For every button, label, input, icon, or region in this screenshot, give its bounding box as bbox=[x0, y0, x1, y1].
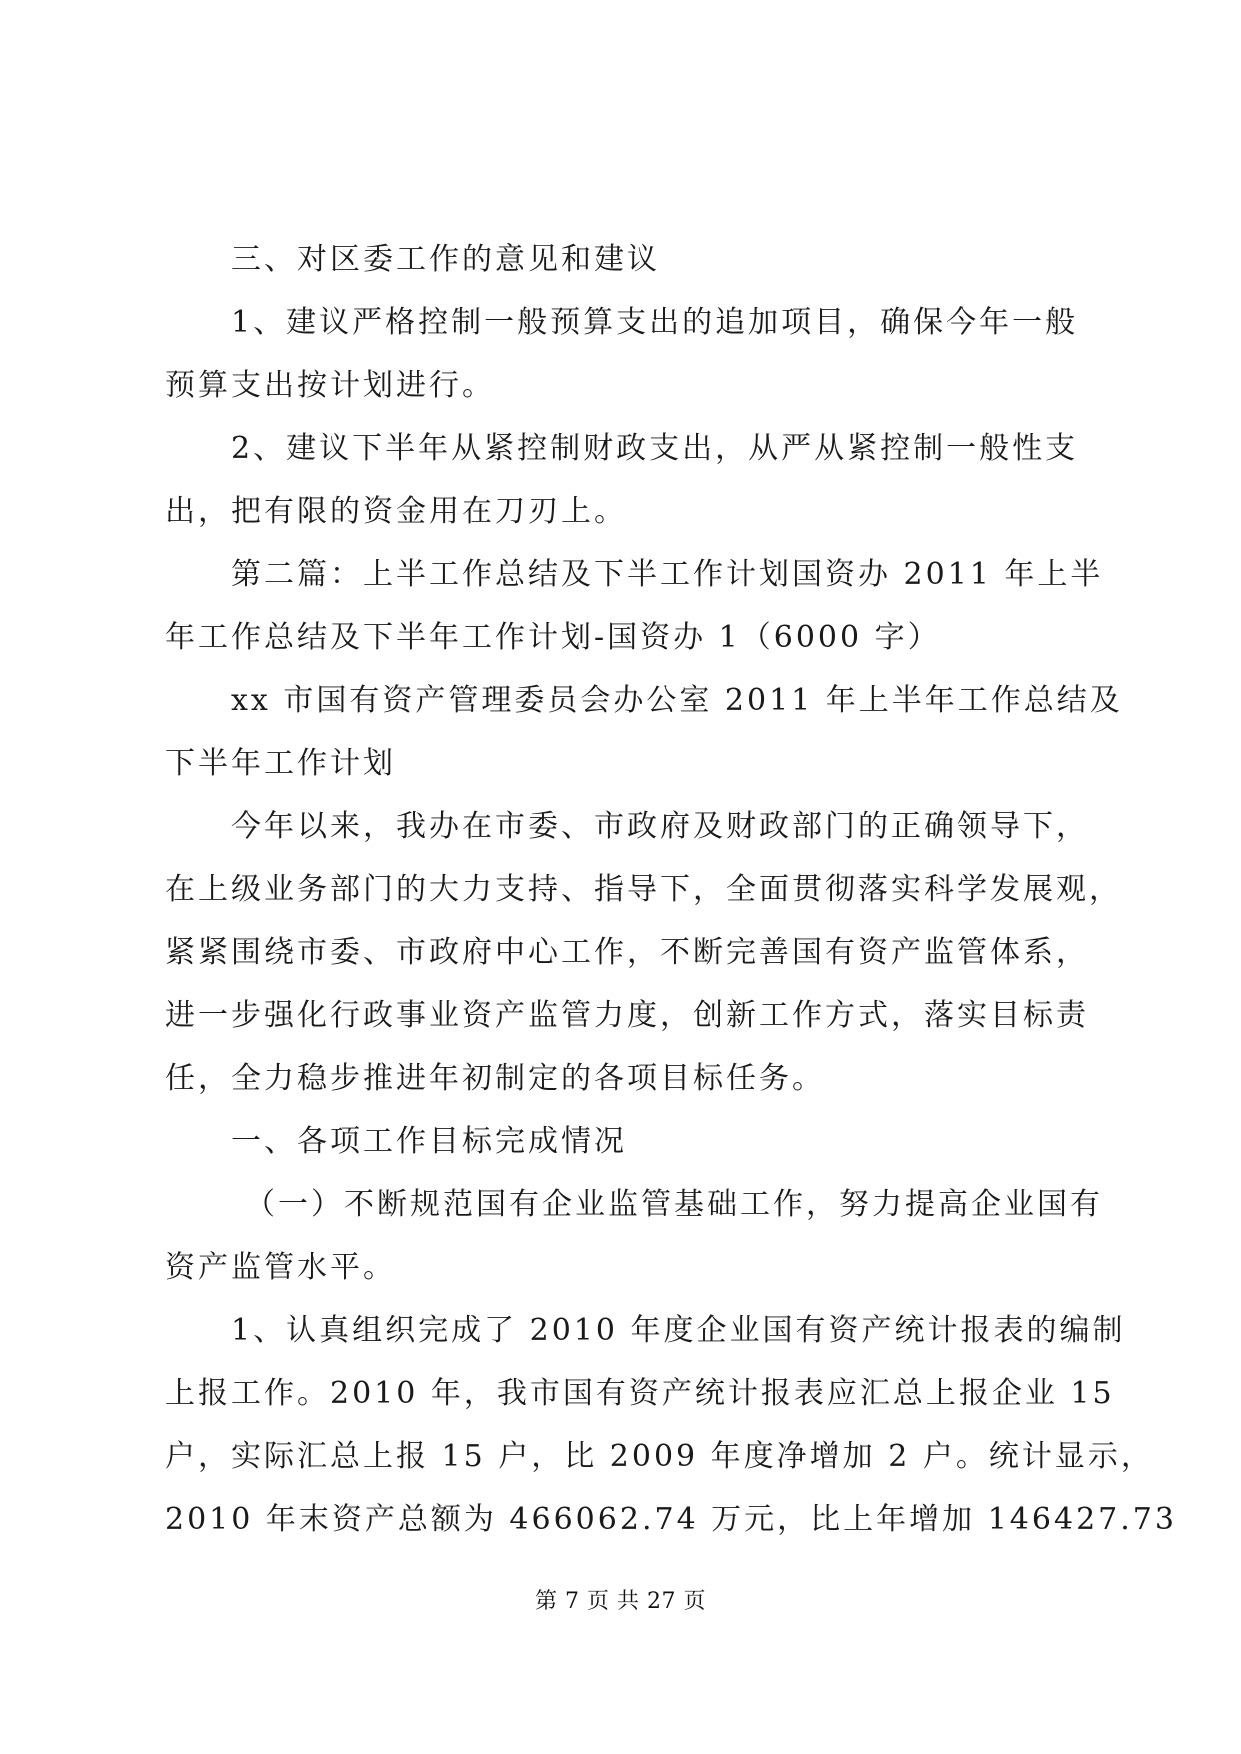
chapter-title-line: 第二篇：上半工作总结及下半工作计划国资办 2011 年上半 bbox=[231, 557, 1104, 592]
document-body bbox=[165, 228, 1177, 1551]
subsection-heading: 资产监管水平。 bbox=[165, 1250, 396, 1285]
paragraph-line: 上报工作。2010 年，我市国有资产统计报表应汇总上报企业 15 bbox=[165, 1376, 1115, 1411]
paragraph-line: 1、认真组织完成了 2010 年度企业国有资产统计报表的编制 bbox=[231, 1313, 1126, 1348]
paragraph-line: 出，把有限的资金用在刀刃上。 bbox=[165, 494, 627, 529]
page-number-footer: 第 7 页 共 27 页 bbox=[535, 1589, 706, 1614]
paragraph-line: 紧紧围绕市委、市政府中心工作，不断完善国有资产监管体系， bbox=[165, 935, 1089, 970]
paragraph-line: 1、建议严格控制一般预算支出的追加项目，确保今年一般 bbox=[231, 305, 1079, 340]
paragraph-line: 在上级业务部门的大力支持、指导下，全面贯彻落实科学发展观， bbox=[165, 872, 1122, 907]
paragraph-line: 户，实际汇总上报 15 户，比 2009 年度净增加 2 户。统计显示， bbox=[165, 1439, 1154, 1474]
paragraph-line: 任，全力稳步推进年初制定的各项目标任务。 bbox=[165, 1061, 825, 1096]
chapter-title-line: 年工作总结及下半年工作计划-国资办 1（6000 字） bbox=[165, 620, 941, 655]
paragraph-line: 2、建议下半年从紧控制财政支出，从严从紧控制一般性支 bbox=[231, 431, 1079, 466]
subsection-heading: （一）不断规范国有企业监管基础工作，努力提高企业国有 bbox=[245, 1187, 1103, 1222]
paragraph-line: 进一步强化行政事业资产监管力度，创新工作方式，落实目标责 bbox=[165, 998, 1089, 1033]
section-heading: 一、各项工作目标完成情况 bbox=[231, 1124, 627, 1159]
paragraph-line: 今年以来，我办在市委、市政府及财政部门的正确领导下， bbox=[231, 809, 1089, 844]
paragraph-line: 2010 年末资产总额为 466062.74 万元，比上年增加 146427.73 bbox=[165, 1502, 1177, 1537]
paragraph-line: 预算支出按计划进行。 bbox=[165, 368, 495, 403]
document-title-line: 下半年工作计划 bbox=[165, 746, 396, 781]
document-title-line: xx 市国有资产管理委员会办公室 2011 年上半年工作总结及 bbox=[231, 683, 1123, 718]
section-heading: 三、对区委工作的意见和建议 bbox=[231, 242, 660, 277]
